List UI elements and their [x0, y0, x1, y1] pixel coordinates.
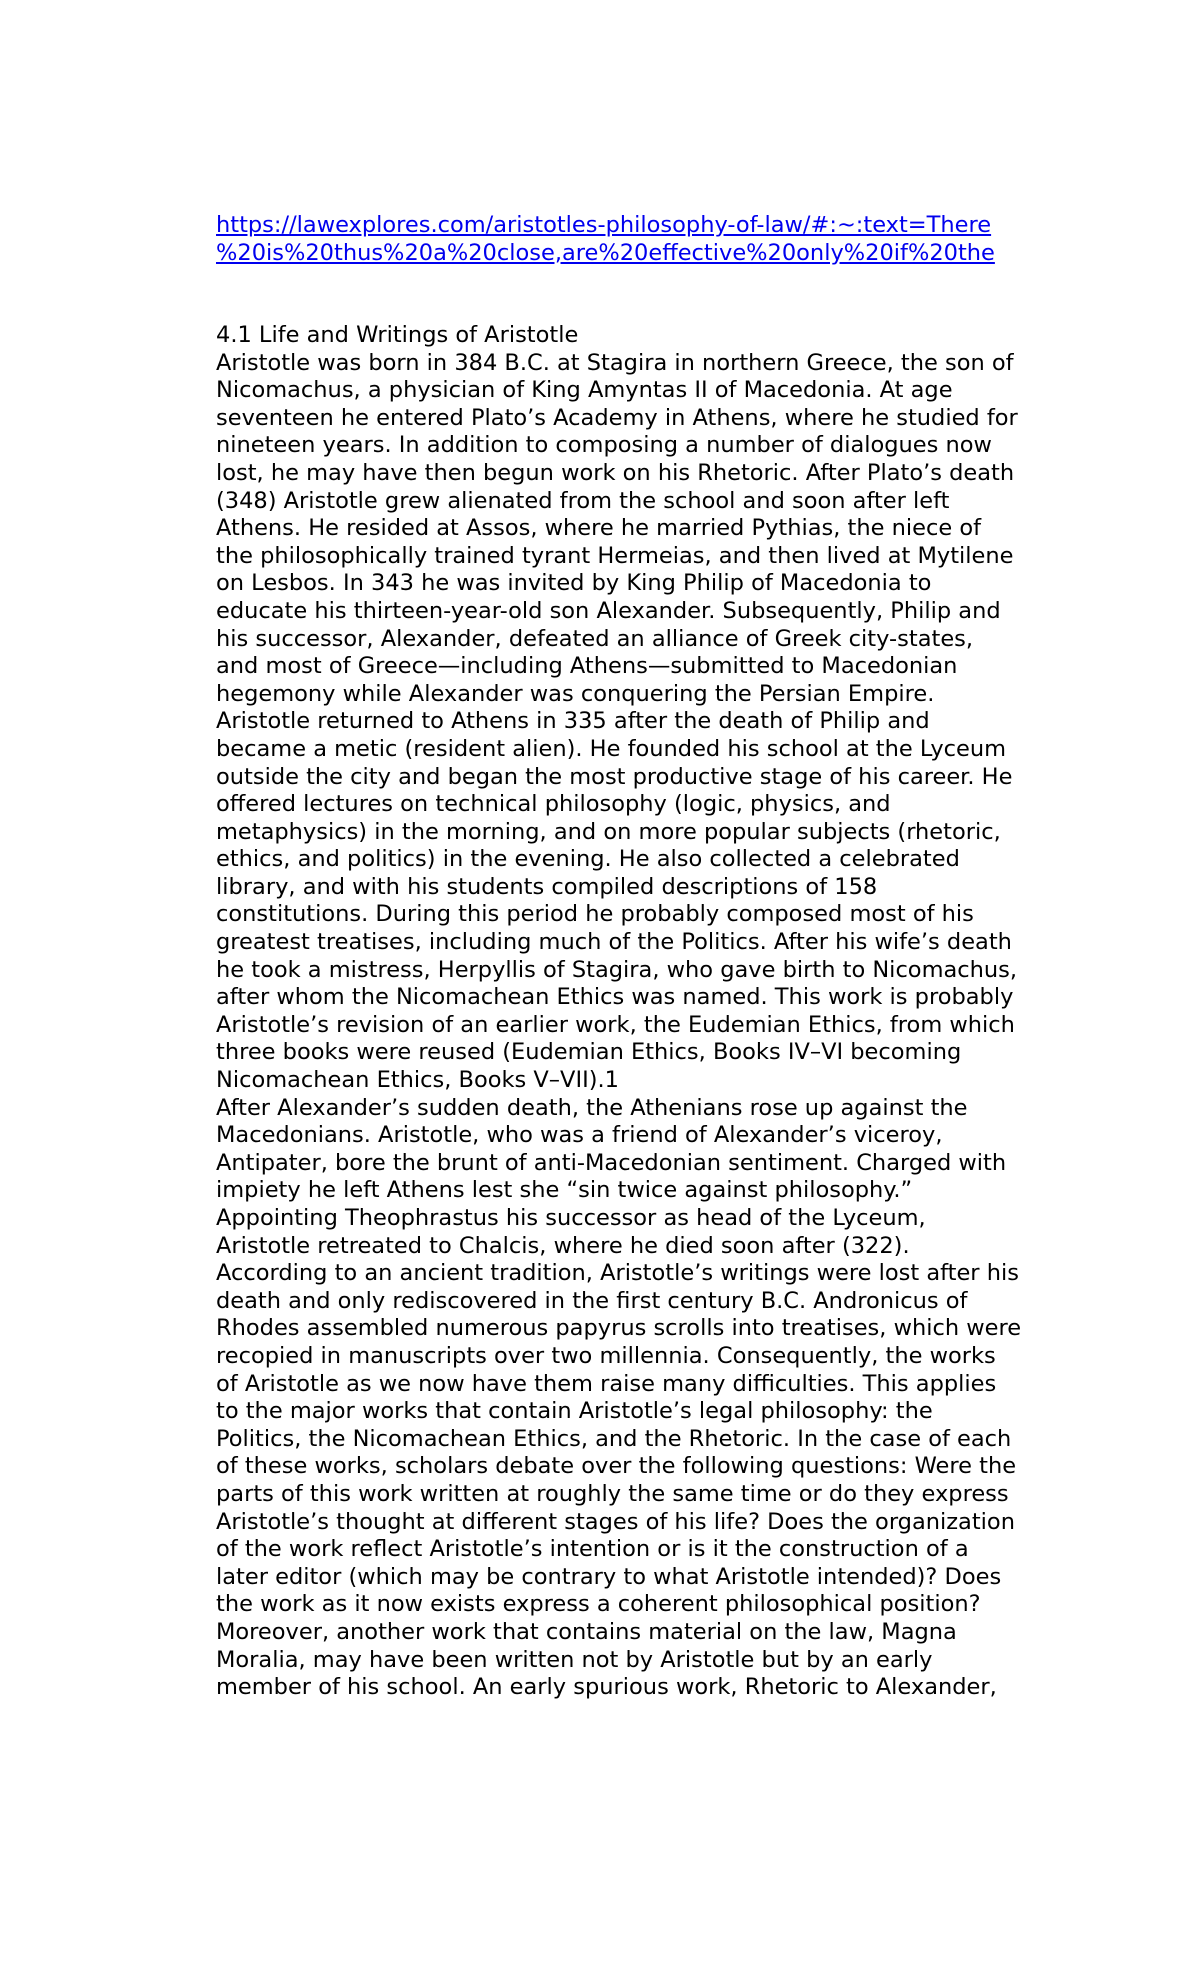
body-text-line: Moralia, may have been written not by Aristotle but by an early [216, 1646, 933, 1673]
body-text-line: death and only rediscovered in the first century B.C. Andronicus of [216, 1287, 968, 1314]
body-text-line: (348) Aristotle grew alienated from the school and soon after left [216, 487, 950, 514]
body-text-line: became a metic (resident alien). He founded his school at the Lyceum [216, 735, 1007, 762]
body-text-line: the work as it now exists express a coherent philosophical position? [216, 1591, 981, 1618]
body-text-line: Moreover, another work that contains material on the law, Magna [216, 1618, 957, 1645]
body-text-line: Rhodes assembled numerous papyrus scrolls into treatises, which were [216, 1315, 1022, 1342]
document-body [216, 322, 1086, 1702]
body-text-line: metaphysics) in the morning, and on more popular subjects (rhetoric, [216, 818, 1001, 845]
body-text-line: Aristotle’s revision of an earlier work, the Eudemian Ethics, from which [216, 1011, 1015, 1038]
body-text-line: seventeen he entered Plato’s Academy in Athens, where he studied for [216, 404, 1018, 431]
body-text-line: Aristotle retreated to Chalcis, where he died soon after (322). [216, 1232, 910, 1259]
body-text-line: of these works, scholars debate over the following questions: Were the [216, 1453, 1017, 1480]
body-text-line: offered lectures on technical philosophy (logic, physics, and [216, 791, 891, 818]
body-text-line: of the work reflect Aristotle’s intention or is it the construction of a [216, 1536, 969, 1563]
body-text-line: educate his thirteen-year-old son Alexander. Subsequently, Philip and [216, 597, 1001, 624]
body-text-line: and most of Greece—including Athens—submitted to Macedonian [216, 653, 958, 680]
body-text-line: recopied in manuscripts over two millennia. Consequently, the works [216, 1342, 996, 1369]
body-text-line: Nicomachus, a physician of King Amyntas II of Macedonia. At age [216, 377, 953, 404]
body-text-line: library, and with his students compiled descriptions of 158 [216, 873, 878, 900]
body-text-line: of Aristotle as we now have them raise many difficulties. This applies [216, 1370, 997, 1397]
body-text-line: after whom the Nicomachean Ethics was named. This work is probably [216, 984, 1014, 1011]
body-text-line: impiety he left Athens lest she “sin twice against philosophy.” [216, 1177, 913, 1204]
body-text-line: Antipater, bore the brunt of anti-Macedonian sentiment. Charged with [216, 1149, 1007, 1176]
source-link-line-2[interactable]: %20is%20thus%20a%20close,are%20effective%20only%20if%20the [216, 239, 995, 266]
body-text-line: outside the city and began the most productive stage of his career. He [216, 763, 1013, 790]
body-text-line: Macedonians. Aristotle, who was a friend of Alexander’s viceroy, [216, 1122, 943, 1149]
body-text-line: later editor (which may be contrary to what Aristotle intended)? Does [216, 1563, 1002, 1590]
source-link-block [216, 212, 1116, 267]
body-text-line: Athens. He resided at Assos, where he married Pythias, the niece of [216, 515, 982, 542]
body-text-line: on Lesbos. In 343 he was invited by King Philip of Macedonia to [216, 570, 932, 597]
section-heading: 4.1 Life and Writings of Aristotle [216, 322, 579, 348]
body-text-line: to the major works that contain Aristotle’s legal philosophy: the [216, 1398, 933, 1425]
body-text-line: member of his school. An early spurious work, Rhetoric to Alexander, [216, 1674, 997, 1701]
body-text-line: lost, he may have then begun work on his Rhetoric. After Plato’s death [216, 459, 1015, 486]
body-text-line: constitutions. During this period he probably composed most of his [216, 901, 974, 928]
body-text-line: nineteen years. In addition to composing a number of dialogues now [216, 432, 992, 459]
body-text-line: the philosophically trained tyrant Hermeias, and then lived at Mytilene [216, 542, 1014, 569]
body-paragraphs [216, 350, 1086, 1702]
body-text-line: three books were reused (Eudemian Ethics, Books IV–VI becoming [216, 1039, 962, 1066]
body-text-line: Aristotle was born in 384 B.C. at Stagira in northern Greece, the son of [216, 349, 1014, 376]
source-link-line-1[interactable]: https://lawexplores.com/aristotles-philosophy-of-law/#:~:text=There [216, 212, 992, 238]
body-text-line: he took a mistress, Herpyllis of Stagira, who gave birth to Nicomachus, [216, 956, 1018, 983]
body-text-line: According to an ancient tradition, Aristotle’s writings were lost after his [216, 1260, 1019, 1287]
body-text-line: Aristotle’s thought at different stages of his life? Does the organization [216, 1508, 1015, 1535]
body-text-line: hegemony while Alexander was conquering the Persian Empire. [216, 680, 935, 707]
body-text-line: parts of this work written at roughly the same time or do they express [216, 1480, 1009, 1507]
body-text-line: ethics, and politics) in the evening. He also collected a celebrated [216, 846, 960, 873]
body-text-line: Nicomachean Ethics, Books V–VII).1 [216, 1067, 619, 1094]
body-text-line: greatest treatises, including much of the Politics. After his wife’s death [216, 929, 1012, 956]
body-text-line: Politics, the Nicomachean Ethics, and the Rhetoric. In the case of each [216, 1425, 1012, 1452]
body-text-line: Appointing Theophrastus his successor as head of the Lyceum, [216, 1205, 926, 1231]
body-text-line: After Alexander’s sudden death, the Athenians rose up against the [216, 1094, 968, 1121]
body-text-line: Aristotle returned to Athens in 335 after the death of Philip and [216, 708, 930, 735]
body-text-line: his successor, Alexander, defeated an alliance of Greek city-states, [216, 625, 974, 652]
